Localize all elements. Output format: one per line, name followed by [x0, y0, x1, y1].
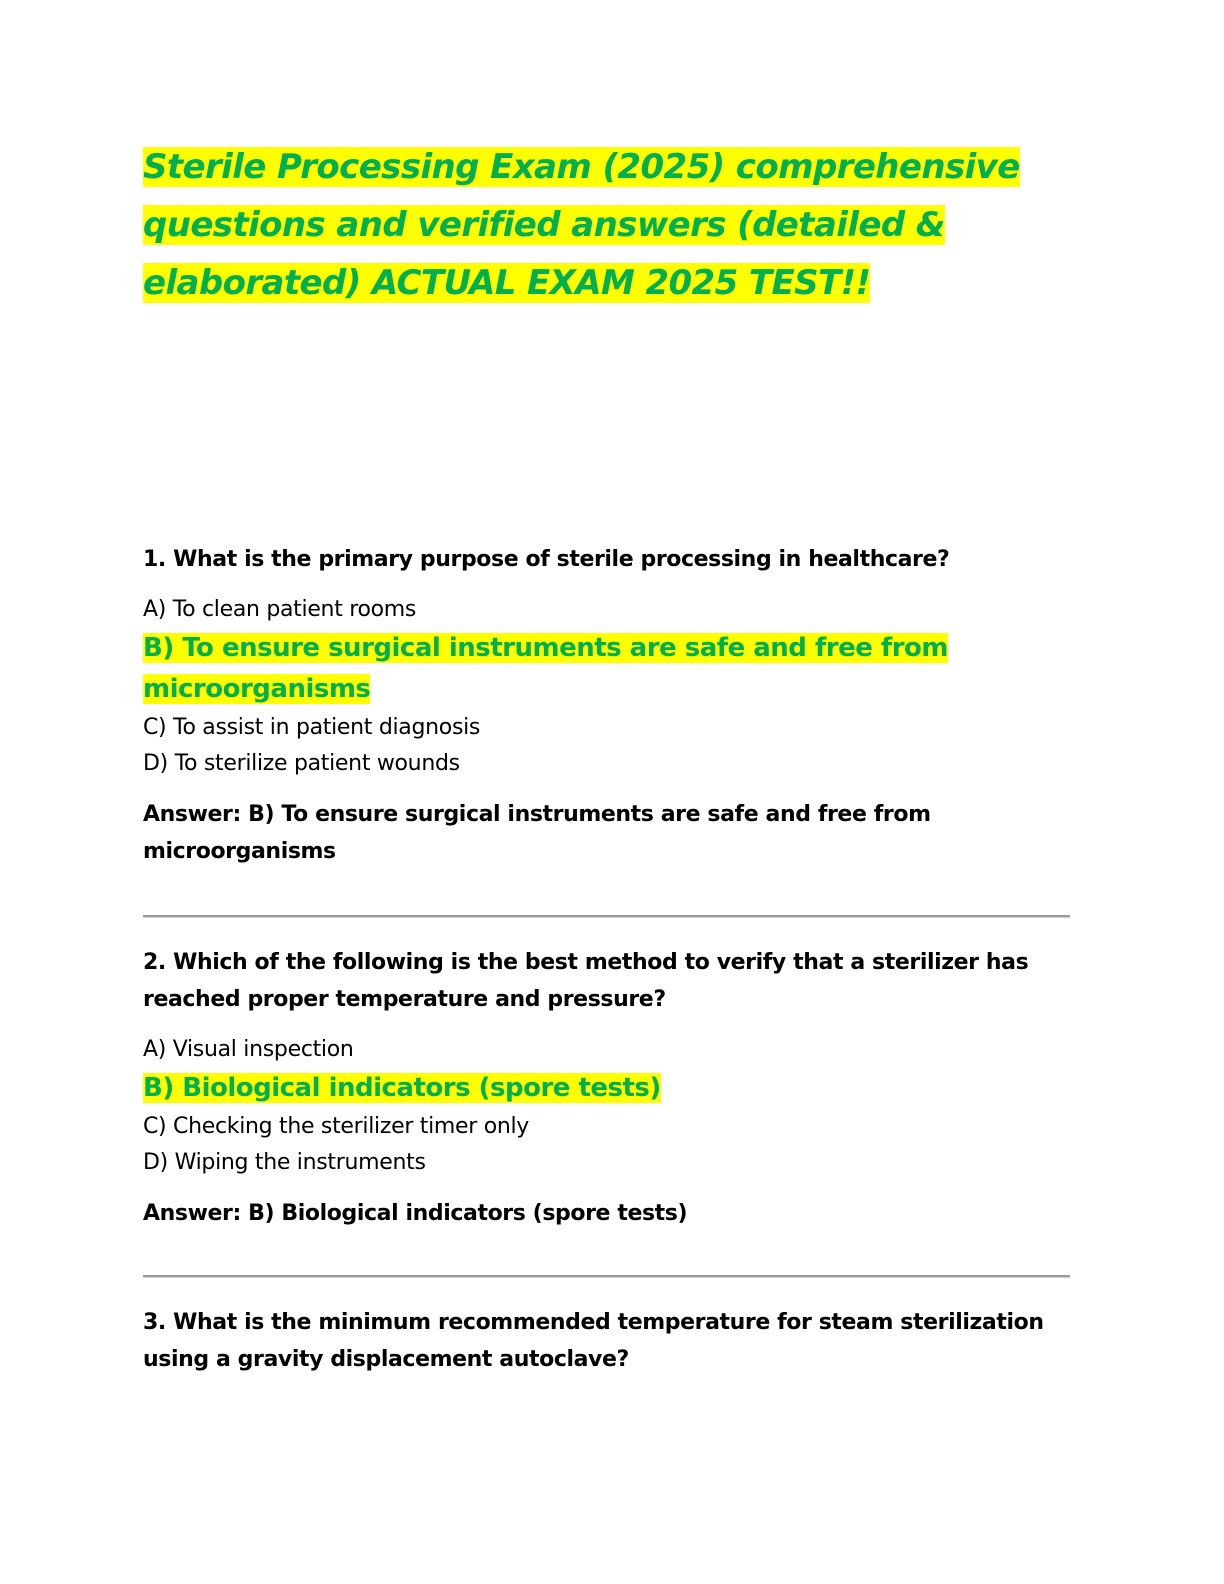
option-d: D) Wiping the instruments	[143, 1150, 426, 1175]
question-text: 2. Which of the following is the best method to verify that a sterilizer has reached proper temperature and pressure?	[143, 950, 1029, 1012]
option-c: C) To assist in patient diagnosis	[143, 715, 481, 740]
answer-text: Answer: B) To ensure surgical instruments are safe and free from microorganisms	[143, 802, 931, 864]
option-a: A) To clean patient rooms	[143, 597, 417, 622]
title-highlight: Sterile Processing Exam (2025) comprehensive questions and verified answers (detailed & elaborated) ACTUAL EXAM 2025 TEST!!	[143, 147, 1020, 303]
option-list	[143, 592, 1073, 782]
answer-text: Answer: B) Biological indicators (spore tests)	[143, 1201, 688, 1226]
option-b-correct	[143, 628, 1073, 710]
option-b-correct	[143, 1068, 1073, 1109]
document-page	[143, 138, 1073, 1372]
correct-option-highlight: B) To ensure surgical instruments are safe and free from microorganisms	[143, 633, 949, 704]
section-divider	[143, 915, 1070, 917]
option-c: C) Checking the sterilizer timer only	[143, 1114, 530, 1139]
question-block-1	[143, 541, 1073, 870]
option-d: D) To sterilize patient wounds	[143, 751, 460, 776]
question-text: 3. What is the minimum recommended temperature for steam sterilization using a gravity displacement autoclave?	[143, 1310, 1044, 1372]
question-block-3	[143, 1304, 1073, 1378]
question-text: 1. What is the primary purpose of sterile processing in healthcare?	[143, 547, 950, 572]
option-a: A) Visual inspection	[143, 1037, 354, 1062]
question-block-2	[143, 944, 1073, 1232]
document-title	[143, 138, 1073, 312]
option-list	[143, 1032, 1073, 1181]
correct-option-highlight: B) Biological indicators (spore tests)	[143, 1073, 661, 1103]
section-divider	[143, 1275, 1070, 1277]
